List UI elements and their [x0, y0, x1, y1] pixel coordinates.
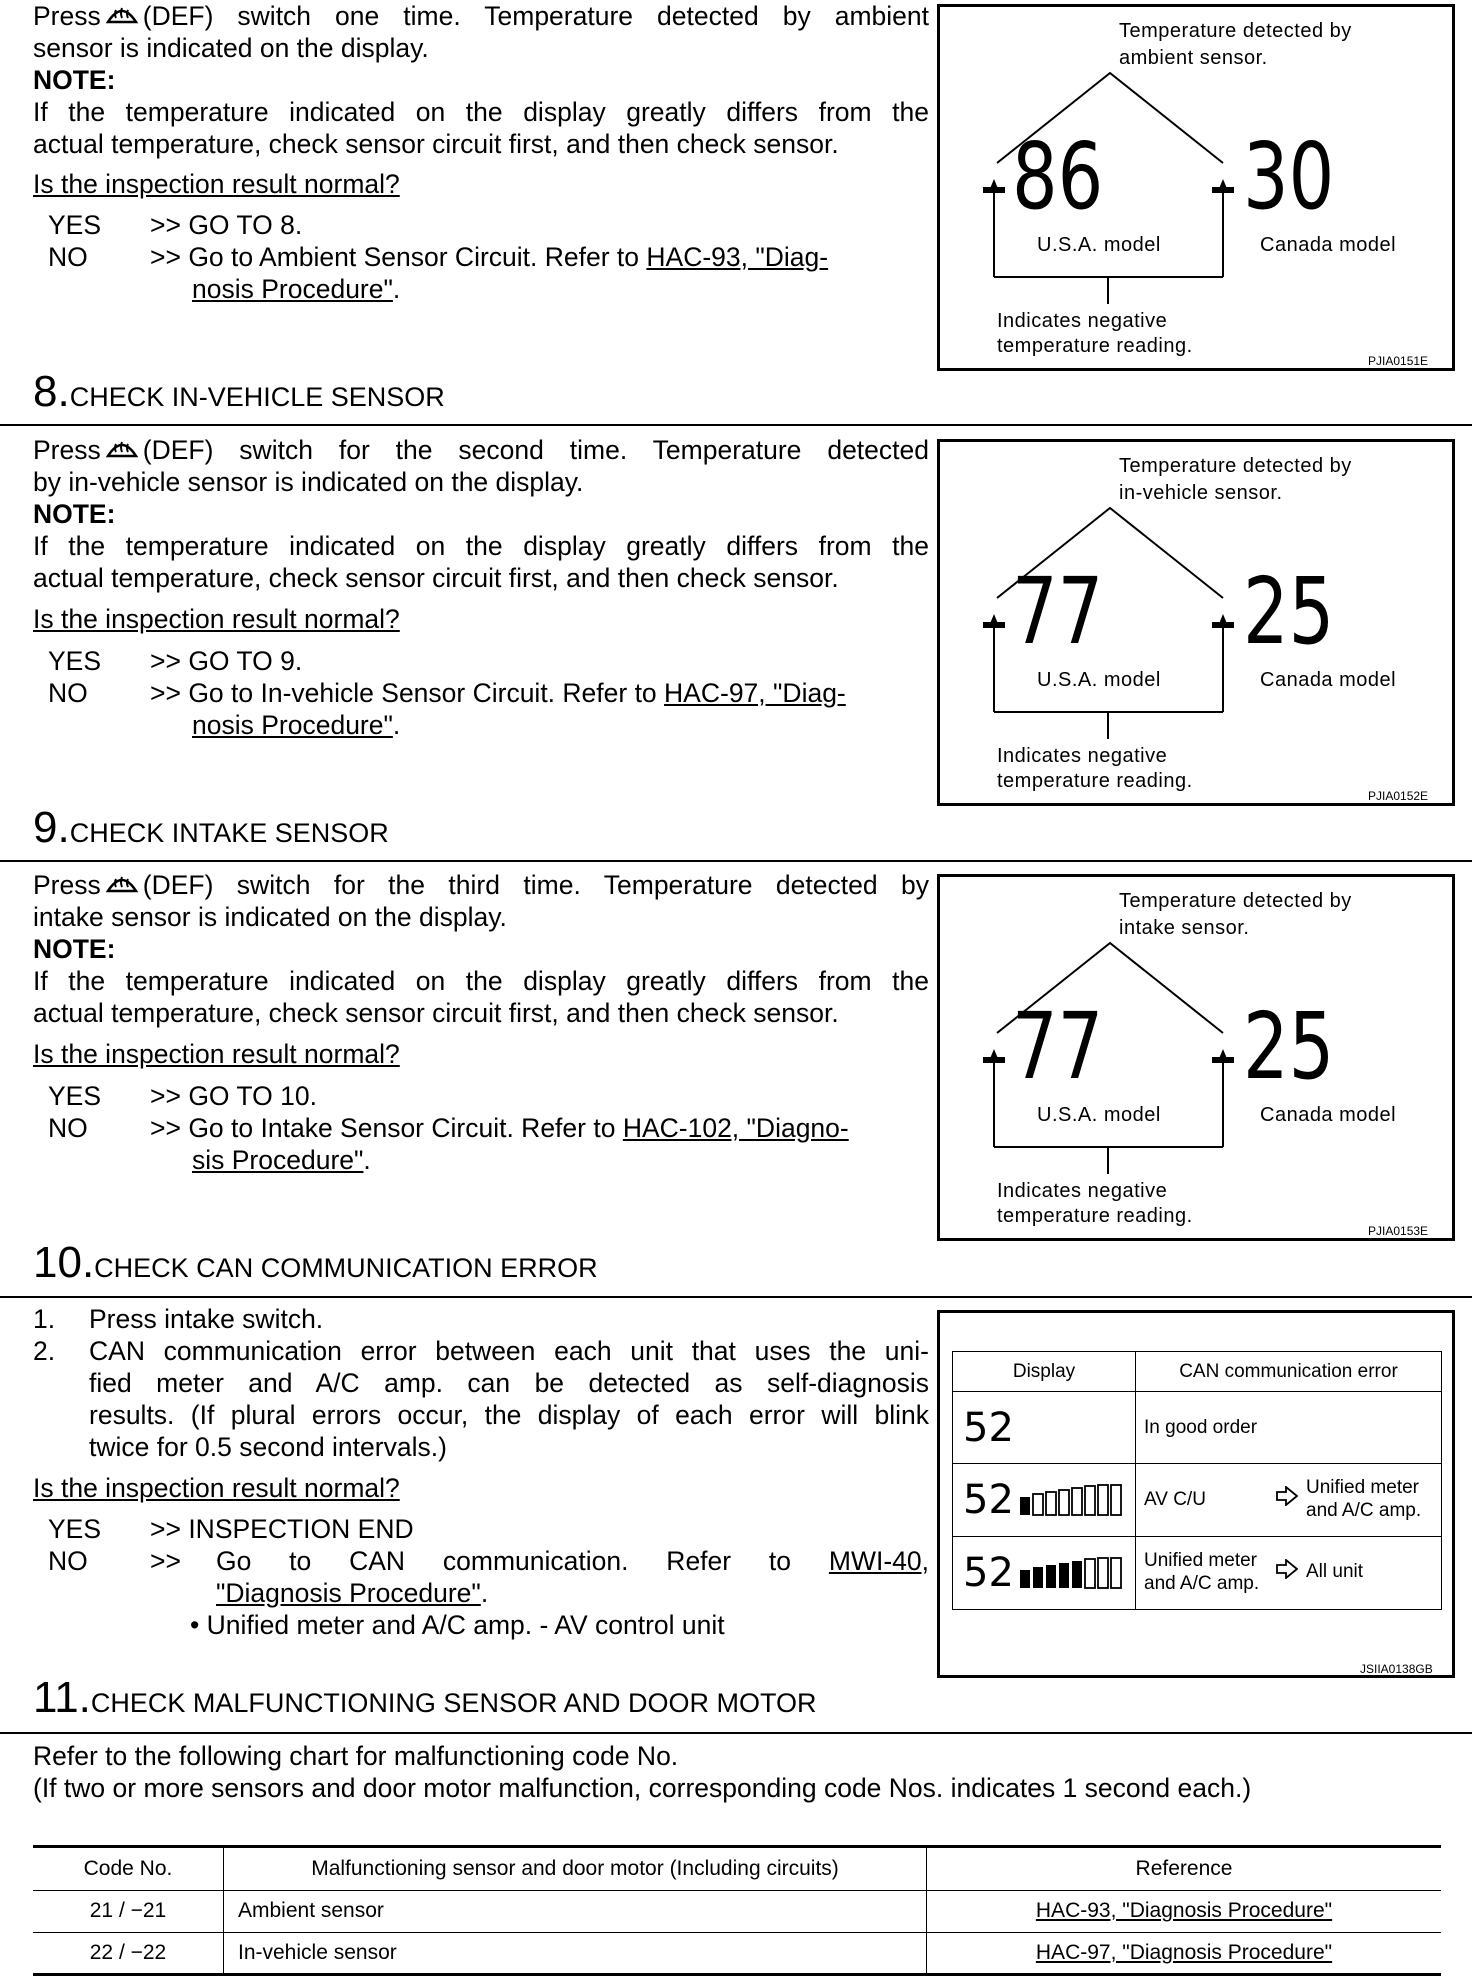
- codes-header-sensor: Malfunctioning sensor and door motor (Including circuits): [224, 1848, 927, 1890]
- can-row2-display: 52: [963, 1477, 1014, 1524]
- step7-note-line2: actual temperature, check sensor circuit first, and then check sensor.: [33, 129, 839, 159]
- in-vehicle-canada-value: 25: [1243, 558, 1335, 665]
- step8-question: Is the inspection result normal?: [33, 604, 400, 634]
- codes-row2-reference-link[interactable]: HAC-97, "Diagnosis Procedure": [927, 1932, 1442, 1974]
- step10-bullet: • Unified meter and A/C amp. - AV control unit: [190, 1610, 725, 1640]
- table-row: [33, 1932, 1441, 1974]
- step9-number: 9.: [33, 803, 70, 852]
- step7-ref-link[interactable]: HAC-93, "Diag-: [646, 242, 829, 272]
- codes-row1-reference-link[interactable]: HAC-93, "Diagnosis Procedure": [927, 1890, 1442, 1932]
- step10-question: Is the inspection result normal?: [33, 1473, 400, 1503]
- arrow-right-icon: [1276, 1486, 1298, 1512]
- step10-yes-key: YES: [48, 1514, 102, 1544]
- step9-question: Is the inspection result normal?: [33, 1039, 400, 1069]
- step9-note-line2: actual temperature, check sensor circuit first, and then check sensor.: [33, 998, 839, 1028]
- ambient-usa-label: U.S.A. model: [1037, 234, 1161, 256]
- step7-note-label: NOTE:: [33, 65, 116, 95]
- codes-header-reference: Reference: [927, 1848, 1442, 1890]
- step8-rule: [0, 424, 1472, 426]
- step8-no-key: NO: [48, 678, 88, 708]
- step9-title: CHECK INTAKE SENSOR: [69, 818, 389, 848]
- figure-can-error: [937, 1310, 1455, 1678]
- in-vehicle-canada-label: Canada model: [1260, 669, 1397, 691]
- table-row: [33, 1890, 1441, 1932]
- step8-note-line2: actual temperature, check sensor circuit first, and then check sensor.: [33, 563, 839, 593]
- codes-row2-code: 22 / −22: [33, 1932, 224, 1974]
- can-row-2: [953, 1464, 1442, 1537]
- intake-figure-code: PJIA0153E: [1368, 1224, 1429, 1238]
- can-row2-display-cell: [953, 1464, 1136, 1537]
- ambient-canada-value: 30: [1243, 123, 1335, 230]
- step8-paragraph-line1: Press (DEF) switch for the second time. Temperature detected: [33, 435, 929, 465]
- step9-ref-link-cont[interactable]: sis Procedure": [192, 1145, 364, 1175]
- step8-title: CHECK IN-VEHICLE SENSOR: [69, 382, 445, 412]
- in-vehicle-caption-line1: Temperature detected by: [1119, 455, 1352, 477]
- step7-yes-key: YES: [48, 210, 102, 240]
- can-col-error: CAN communication error: [1136, 1352, 1442, 1392]
- malfunction-codes-table: [33, 1848, 1441, 1976]
- step9-no-key: NO: [48, 1113, 88, 1143]
- step8-heading: [33, 367, 445, 416]
- step8-note-label: NOTE:: [33, 499, 116, 529]
- intake-usa-label: U.S.A. model: [1037, 1104, 1161, 1126]
- step10-heading: [33, 1238, 598, 1287]
- in-vehicle-usa-value: 77: [1012, 558, 1104, 665]
- codes-header-code: Code No.: [33, 1848, 224, 1890]
- step11-title: CHECK MALFUNCTIONING SENSOR AND DOOR MOTOR: [90, 1688, 817, 1718]
- step8-no-text-cont: nosis Procedure".: [192, 710, 401, 740]
- step11-line2: (If two or more sensors and door motor malfunction, corresponding code Nos. indicates 1 second each.): [33, 1773, 1252, 1803]
- step8-yes-text: >> GO TO 9.: [150, 646, 303, 676]
- in-vehicle-usa-label: U.S.A. model: [1037, 669, 1161, 691]
- intake-canada-value: 25: [1243, 993, 1335, 1100]
- step9-ref-link[interactable]: HAC-102, "Diagno-: [622, 1113, 849, 1143]
- ambient-figure-code: PJIA0151E: [1368, 354, 1429, 368]
- step10-rule: [0, 1296, 1472, 1298]
- can-col-display: Display: [953, 1352, 1136, 1392]
- defroster-icon: [105, 436, 139, 462]
- step10-ref-link[interactable]: MWI-40,: [828, 1546, 929, 1576]
- step11-heading: [33, 1673, 817, 1722]
- step8-ref-link-cont[interactable]: nosis Procedure": [192, 710, 393, 740]
- step10-yes-text: >> INSPECTION END: [150, 1514, 414, 1544]
- step10-title: CHECK CAN COMMUNICATION ERROR: [94, 1253, 598, 1283]
- step11-number: 11.: [33, 1673, 91, 1722]
- intake-usa-value: 77: [1012, 993, 1104, 1100]
- step7-no-key: NO: [48, 242, 88, 272]
- step10-no-text-cont: "Diagnosis Procedure".: [216, 1578, 489, 1608]
- step7-question: Is the inspection result normal?: [33, 169, 400, 199]
- step10-number: 10.: [33, 1238, 95, 1287]
- figure-intake-sensor: [937, 874, 1455, 1241]
- step7-no-text: >> Go to Ambient Sensor Circuit. Refer to HAC-93, "Diag-: [150, 242, 829, 272]
- intake-caption-line1: Temperature detected by: [1119, 890, 1352, 912]
- can-table-header: [953, 1352, 1442, 1392]
- can-row3-target: All unit: [1306, 1561, 1364, 1583]
- step10-item2-line3: results. (If plural errors occur, the display of each error will blink: [89, 1400, 929, 1430]
- can-row2-target: Unified meter and A/C amp.: [1306, 1477, 1422, 1522]
- step10-ref-link-cont[interactable]: "Diagnosis Procedure": [216, 1578, 481, 1608]
- ambient-caption-line2: ambient sensor.: [1119, 47, 1268, 69]
- step8-paragraph-line2: by in-vehicle sensor is indicated on the display.: [33, 467, 584, 497]
- can-row1-display: 52: [953, 1392, 1136, 1464]
- ambient-neg-line2: temperature reading.: [997, 335, 1193, 357]
- step11-rule: [0, 1732, 1472, 1734]
- in-vehicle-figure-code: PJIA0152E: [1368, 789, 1429, 803]
- ambient-caption-line1: Temperature detected by: [1119, 20, 1352, 42]
- ambient-usa-value: 86: [1012, 123, 1104, 230]
- step10-item2-line2: fied meter and A/C amp. can be detected as self-diagnosis: [89, 1368, 929, 1398]
- step9-paragraph-line2: intake sensor is indicated on the display.: [33, 902, 507, 932]
- step7-paragraph-line1: Press (DEF) switch one time. Temperature detected by ambient: [33, 1, 929, 31]
- step9-paragraph-line1: Press (DEF) switch for the third time. Temperature detected by: [33, 870, 929, 900]
- step9-yes-key: YES: [48, 1081, 102, 1111]
- step8-number: 8.: [33, 367, 70, 416]
- step10-item2-num: 2.: [33, 1336, 56, 1366]
- can-row2-indicator-icon: [1018, 1483, 1130, 1517]
- step10-no-arrow: >>: [150, 1546, 181, 1576]
- step9-note-label: NOTE:: [33, 934, 116, 964]
- step8-no-text: >> Go to In-vehicle Sensor Circuit. Refer to HAC-97, "Diag-: [150, 678, 846, 708]
- can-row2-error: AV C/U: [1144, 1489, 1206, 1511]
- ambient-canada-label: Canada model: [1260, 234, 1397, 256]
- can-error-table: [952, 1351, 1442, 1610]
- defroster-icon: [105, 2, 139, 28]
- step7-no-text-cont: nosis Procedure".: [192, 274, 401, 304]
- figure-in-vehicle-sensor: [937, 439, 1455, 806]
- step8-note-line1: If the temperature indicated on the display greatly differs from the: [33, 531, 929, 561]
- step7-paragraph-line2: sensor is indicated on the display.: [33, 33, 429, 63]
- codes-table-header: [33, 1848, 1441, 1890]
- step9-no-text-cont: sis Procedure".: [192, 1145, 371, 1175]
- intake-canada-label: Canada model: [1260, 1104, 1397, 1126]
- step9-rule: [0, 860, 1472, 862]
- defroster-icon: [105, 871, 139, 897]
- arrow-right-icon: [1276, 1559, 1298, 1585]
- step10-item2-line1: CAN communication error between each unit that uses the uni-: [89, 1336, 929, 1366]
- codes-row1-code: 21 / −21: [33, 1890, 224, 1932]
- codes-row2-sensor: In-vehicle sensor: [224, 1932, 927, 1974]
- can-row3-display: 52: [963, 1550, 1014, 1597]
- step10-item1-num: 1.: [33, 1304, 56, 1334]
- step8-ref-link[interactable]: HAC-97, "Diag-: [664, 678, 846, 708]
- step10-no-text: Go to CAN communication. Refer to MWI-40,: [216, 1546, 929, 1576]
- codes-row1-sensor: Ambient sensor: [224, 1890, 927, 1932]
- in-vehicle-caption-line2: in-vehicle sensor.: [1119, 482, 1283, 504]
- step10-item1: Press intake switch.: [89, 1304, 324, 1334]
- intake-caption-line2: intake sensor.: [1119, 917, 1250, 939]
- step10-no-key: NO: [48, 1546, 88, 1576]
- can-row-1: [953, 1392, 1442, 1464]
- can-row3-display-cell: [953, 1537, 1136, 1610]
- can-row1-error: In good order: [1136, 1392, 1442, 1464]
- step10-item2-line4: twice for 0.5 second intervals.): [89, 1432, 447, 1462]
- can-figure-code: JSIIA0138GB: [1360, 1662, 1433, 1676]
- ambient-neg-line1: Indicates negative: [997, 310, 1168, 332]
- can-row3-error-cell: [1136, 1537, 1442, 1610]
- step11-line1: Refer to the following chart for malfunctioning code No.: [33, 1741, 679, 1771]
- step9-note-line1: If the temperature indicated on the display greatly differs from the: [33, 966, 929, 996]
- step9-no-text: >> Go to Intake Sensor Circuit. Refer to HAC-102, "Diagno-: [150, 1113, 849, 1143]
- step7-note-line1: If the temperature indicated on the display greatly differs from the: [33, 97, 929, 127]
- can-row-3: [953, 1537, 1442, 1610]
- step9-heading: [33, 803, 389, 852]
- intake-neg-line1: Indicates negative: [997, 1180, 1168, 1202]
- step7-yes-text: >> GO TO 8.: [150, 210, 303, 240]
- can-row3-error: Unified meter and A/C amp.: [1144, 1550, 1260, 1595]
- step9-yes-text: >> GO TO 10.: [150, 1081, 317, 1111]
- can-row2-error-cell: [1136, 1464, 1442, 1537]
- intake-neg-line2: temperature reading.: [997, 1205, 1193, 1227]
- in-vehicle-neg-line1: Indicates negative: [997, 745, 1168, 767]
- step8-yes-key: YES: [48, 646, 102, 676]
- figure-ambient-sensor: [937, 4, 1455, 371]
- can-row3-indicator-icon: [1018, 1556, 1130, 1590]
- step7-ref-link-cont[interactable]: nosis Procedure": [192, 274, 393, 304]
- in-vehicle-neg-line2: temperature reading.: [997, 770, 1193, 792]
